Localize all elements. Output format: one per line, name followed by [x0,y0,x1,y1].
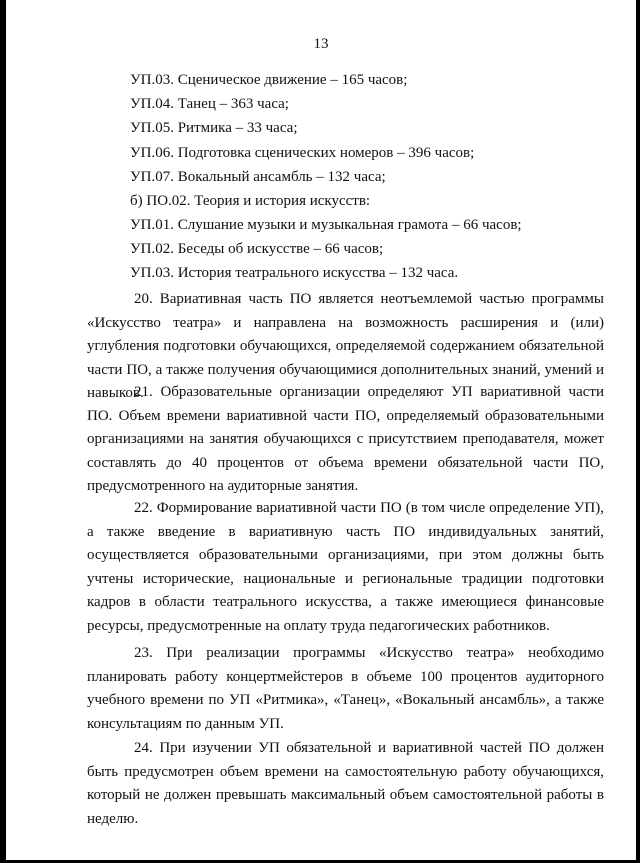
paragraph-22: 22. Формирование вариативной части ПО (в том числе определение УП), а также введение в вариативную часть ПО индивидуальных занятий, осуществляется образовательными организациями, при этом должны быть учтены исторические, национальные и региональные традиции подготовки кадров в области театрального искусства, а также имеющиеся финансовые ресурсы, предусмотренные на оплату труда педагогических работников. [87,500,604,634]
section-heading: б) ПО.02. Теория и история искусств: [130,193,371,209]
list-item: УП.04. Танец – 363 часа; [130,96,289,112]
paragraph-24: 24. При изучении УП обязательной и вариативной частей ПО должен быть предусмотрен объем времени на самостоятельную работу обучающихся, который не должен превышать максимальный объем самостоятельной работы в неделю. [87,740,604,827]
document-page [6,0,636,860]
page-number: 13 [313,36,329,52]
list-item: УП.07. Вокальный ансамбль – 132 часа; [130,169,386,185]
list-item: УП.05. Ритмика – 33 часа; [130,120,298,136]
list-item: УП.02. Беседы об искусстве – 66 часов; [130,241,384,257]
paragraph-23: 23. При реализации программы «Искусство театра» необходимо планировать работу концертмейстеров в объеме 100 процентов аудиторного учебного времени по УП «Ритмика», «Танец», «Вокальный ансамбль», а также консультациям по данным УП. [87,645,604,732]
paragraph-21: 21. Образовательные организации определяют УП вариативной части ПО. Объем времени вариативной части ПО, определяемый образовательными организациями на занятия обучающихся с присутствием преподавателя, может составлять до 40 процентов от объема времени обязательной части ПО, предусмотренного на аудиторные занятия. [87,384,604,495]
list-item: УП.06. Подготовка сценических номеров – 396 часов; [130,145,475,161]
list-item: УП.03. История театрального искусства – 132 часа. [130,265,459,281]
list-item: УП.03. Сценическое движение – 165 часов; [130,72,408,88]
list-item: УП.01. Слушание музыки и музыкальная грамота – 66 часов; [130,217,522,233]
paragraph-20: 20. Вариативная часть ПО является неотъемлемой частью программы «Искусство театра» и направлена на возможность расширения и (или) углубления подготовки обучающихся, определяемой содержанием обязательной части ПО, а также получения обучающимися дополнительных знаний, умений и навыков. [87,291,604,402]
